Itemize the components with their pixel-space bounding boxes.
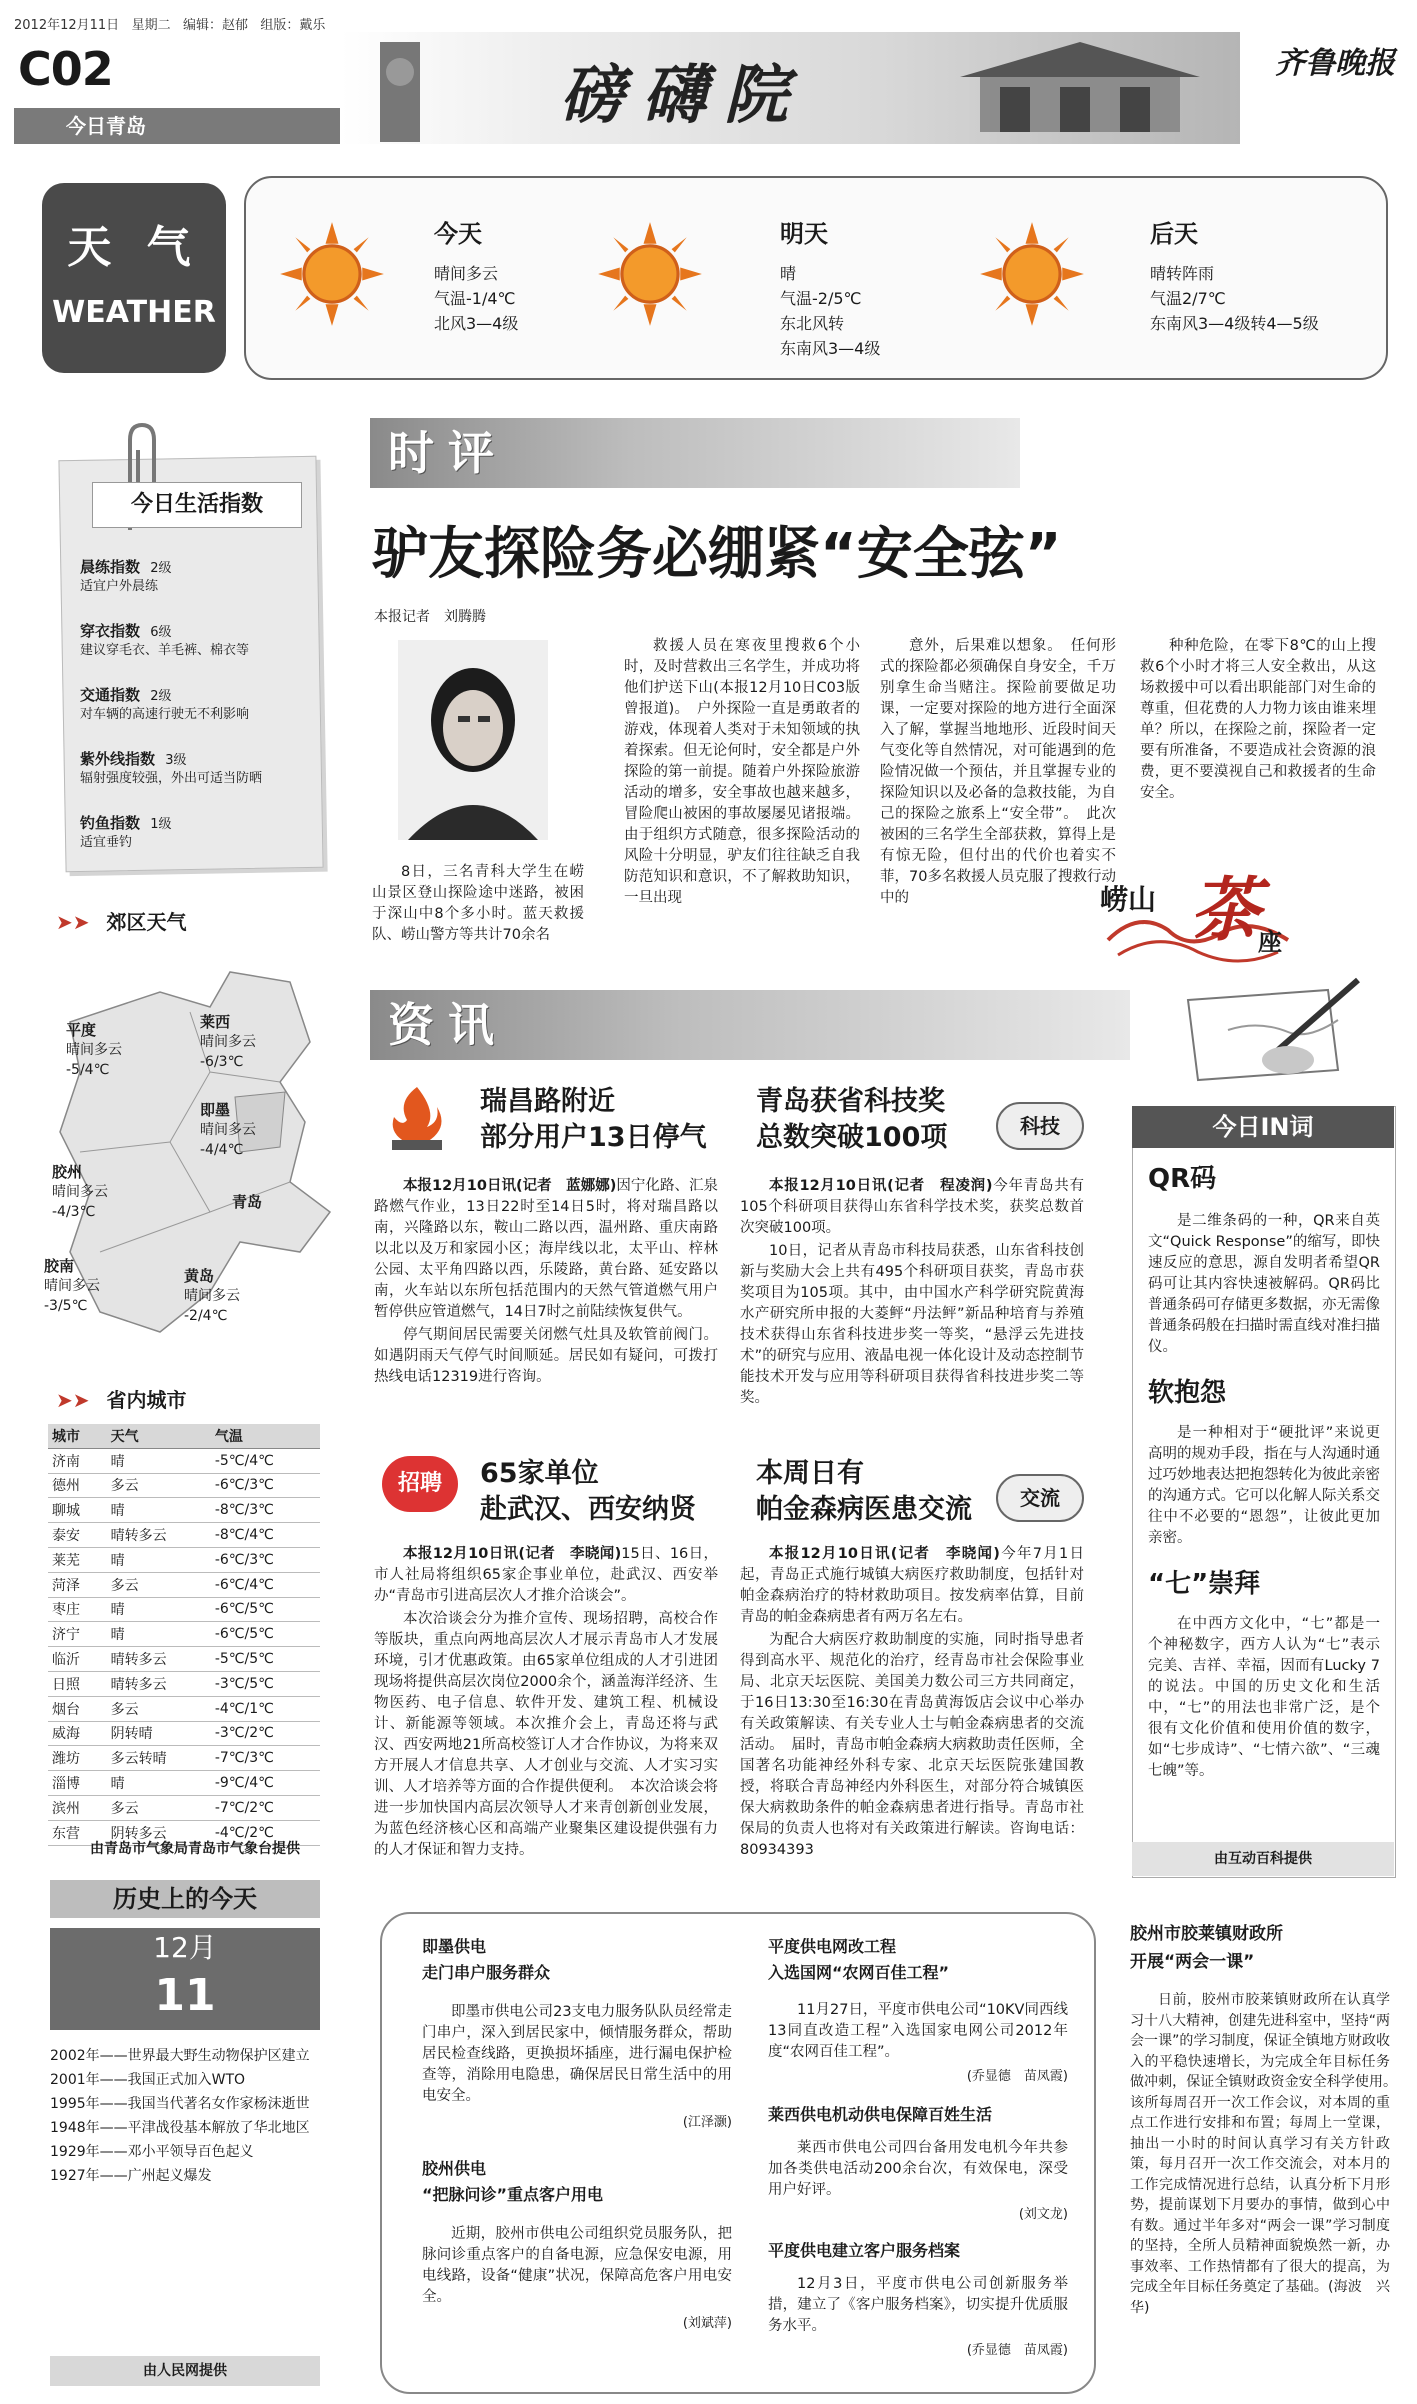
history-date-box xyxy=(50,1928,320,2030)
power-item-author: (乔显德 苗凤霞) xyxy=(966,2069,1068,2084)
page-number: C02 xyxy=(18,42,113,96)
table-cell: 淄博 xyxy=(48,1771,107,1796)
map-label-jiaozhou xyxy=(52,1162,108,1222)
area-name: 平度 xyxy=(66,1021,97,1039)
history-event: 1948年——平津战役基本解放了华北地区 xyxy=(50,2120,310,2136)
table-row xyxy=(48,1647,320,1672)
history-event: 1927年——广州起义爆发 xyxy=(50,2168,212,2184)
tomorrow-title: 明天 xyxy=(780,220,828,248)
table-row xyxy=(48,1498,320,1523)
commentary-col3 xyxy=(880,636,1116,911)
life-item-name: 穿衣指数 xyxy=(80,622,141,640)
news2-title-line2: 总数突破100项 xyxy=(756,1122,948,1153)
commentary-paragraph: 救援人员在寒夜里搜救6个小时，及时营救出三名学生，并成功将他们护送下山(本报12月10日C03版曾报道)。 户外探险一直是勇敢者的游戏，体现着人类对于未知领域的执着探索。但无论何时，安全都是户外探险的第一前提。随着户外探险旅游活动的增多，安全事故也越来越多，冒险爬山被困的事故屡屡见诸报端。由于组织方式随意，很多探险活动的风险十分明显，驴友们往往缺乏自我防范知识和意识，不了解救助知识，一旦出现 xyxy=(624,638,860,906)
news2-lead: 本报12月10日讯(记者 程凌润) xyxy=(769,1178,993,1194)
news1-title-line2: 部分用户13日停气 xyxy=(480,1122,707,1153)
history-title: 历史上的今天 xyxy=(50,1880,320,1918)
history-event: 2002年——世界最大野生动物保护区建立 xyxy=(50,2048,310,2064)
life-item-name: 交通指数 xyxy=(80,686,141,704)
table-cell: 多云 xyxy=(107,1572,211,1597)
tag-keji: 科技 xyxy=(996,1102,1084,1150)
power-item-body: 近期，胶州市供电公司组织党员服务队，把脉问诊重点客户的自备电源，应急保安电源，用电线路，设备“健康”状况，保障高危客户用电安全。 xyxy=(422,2226,732,2305)
area-cond: 晴间多云 xyxy=(200,1122,256,1138)
brief-title1: 胶州市胶莱镇财政所 xyxy=(1130,1924,1283,1944)
weather-day-aftertomorrow xyxy=(978,220,1086,332)
power-item-body: 11月27日，平度市供电公司“10KV同西线13同直改造工程”入选国家电网公司2012年度“农网百佳工程”。 xyxy=(768,2002,1068,2060)
life-item-desc: 对车辆的高速行驶无不利影响 xyxy=(80,707,250,722)
province-source: 由青岛市气象局青岛市气象台提供 xyxy=(90,1841,300,1857)
commentary-paragraph: 8日，三名青科大学生在崂山景区登山探险途中迷路，被困于深山中8个多小时。蓝天救援队、崂山警方等共计70余名 xyxy=(372,864,584,943)
table-cell: 晴 xyxy=(107,1498,211,1523)
history-source: 由人民网提供 xyxy=(50,2356,320,2386)
term-name: 软抱怨 xyxy=(1148,1378,1227,1408)
table-cell: 阴转晴 xyxy=(107,1721,211,1746)
news4-title-line1: 本周日有 xyxy=(756,1458,864,1489)
table-cell: 晴 xyxy=(107,1597,211,1622)
news1-title-line1: 瑞昌路附近 xyxy=(480,1086,615,1117)
map-label-huangdao xyxy=(184,1266,240,1326)
table-cell: 济南 xyxy=(48,1448,107,1473)
table-row xyxy=(48,1795,320,1820)
weather-day-aftertomorrow-text xyxy=(1150,214,1319,336)
news1-lead: 本报12月10日讯(记者 蓝娜娜) xyxy=(403,1178,617,1194)
news4-title-line2: 帕金森病医患交流 xyxy=(756,1494,972,1525)
life-item-desc: 适宜户外晨练 xyxy=(80,579,159,594)
table-cell: -7℃/2℃ xyxy=(211,1795,320,1820)
after-title: 后天 xyxy=(1150,220,1198,248)
news2-title-line1: 青岛获省科技奖 xyxy=(756,1086,945,1117)
section-bar xyxy=(14,108,344,144)
terms-list xyxy=(1148,1158,1380,1784)
table-cell: -6℃/5℃ xyxy=(211,1597,320,1622)
after-temp: 气温2/7℃ xyxy=(1150,289,1226,308)
header-weekday: 星期二 xyxy=(131,18,171,33)
weather-day-tomorrow-text xyxy=(780,214,880,361)
after-cond: 晴转阵雨 xyxy=(1150,264,1215,283)
map-label-jiaonan xyxy=(44,1256,100,1316)
header-layout: 组版：戴乐 xyxy=(260,18,326,33)
power-item-title: 胶州供电 xyxy=(422,2159,487,2178)
area-temp: -4/4℃ xyxy=(200,1142,244,1158)
map-label-laixi xyxy=(200,1012,256,1072)
commentary-banner xyxy=(370,418,1020,488)
table-cell: 晴转多云 xyxy=(107,1647,211,1672)
news3-title xyxy=(480,1456,696,1528)
brief-title2: 开展“两会一课” xyxy=(1130,1952,1255,1972)
table-cell: -6℃/3℃ xyxy=(211,1473,320,1498)
table-cell: 东营 xyxy=(48,1820,107,1845)
news3-text2: 本次洽谈会分为推介宣传、现场招聘，高校合作等版块，重点向两地高层次人才展示青岛市人才发展环境，引才优惠政策。由65家单位组成的人才引进团现场将提供高层次岗位2000余个，涵盖海洋经济、生物医药、电子信息、软件开发、建筑工程、机械设计、新能源等领域。本次推介会上，青岛还将与武汉、西安两地21所高校签订人才合作协议，为将来双方开展人才信息共享、人才创业与交流、人才实习实训、人才培养等方面的合作提供便利。 本次洽谈会将进一步加快国内高层次领导人才来青创新创业发展，为蓝色经济核心区和高端产业聚集区建设提供强有力的人才保证和智力支持。 xyxy=(374,1611,718,1858)
commentary-banner-text: 时评 xyxy=(388,426,508,480)
area-cond: 晴间多云 xyxy=(200,1034,256,1050)
weather-label-en: WEATHER xyxy=(52,295,216,330)
table-cell: 晴转多云 xyxy=(107,1671,211,1696)
power-item-author: (乔显德 苗凤霞) xyxy=(966,2343,1068,2358)
life-item xyxy=(80,556,310,620)
weather-label-box xyxy=(42,183,226,373)
area-temp: -2/4℃ xyxy=(184,1308,228,1324)
area-temp: -5/4℃ xyxy=(66,1062,110,1078)
area-temp: -3/5℃ xyxy=(44,1298,88,1314)
news2-title xyxy=(756,1084,947,1156)
pen-hand-illustration xyxy=(1168,960,1368,1100)
table-header-row xyxy=(48,1424,320,1448)
table-header-cell: 气温 xyxy=(211,1424,320,1448)
power-item-subtitle: 入选国网“农网百佳工程” xyxy=(768,1963,950,1982)
gas-flame-icon xyxy=(382,1082,452,1152)
brief-author: (海波 兴华) xyxy=(1130,2279,1390,2316)
life-item-level: 1级 xyxy=(150,817,172,832)
life-item-name: 钓鱼指数 xyxy=(80,814,141,832)
news4-lead: 本报12月10日讯(记者 李晓闻) xyxy=(769,1546,1000,1562)
commentary-col4 xyxy=(1140,636,1376,806)
tag-jiaoliu: 交流 xyxy=(996,1474,1084,1522)
header-editor: 编辑：赵郁 xyxy=(183,18,249,33)
suburb-heading xyxy=(56,906,186,935)
life-item-level: 2级 xyxy=(150,689,172,704)
commentary-paragraph: 意外，后果难以想象。 任何形式的探险都必须确保自身安全，千万别拿生命当赌注。探险前要做足功课，一定要对探险的地方进行全面深入了解，掌握当地地形、近段时间天气变化等自然情况，对可能遇到的危险情况做一个预估，并且掌握专业的探险知识以及必备的急救技能，为自己的探险之旅系上“安全带”。 此次被困的三名学生全部获救，算得上是有惊无险，但付出的代价也着实不菲，70多名救援人员克服了搜救行动中的 xyxy=(880,638,1116,906)
power-right-col xyxy=(768,1934,1068,2358)
table-cell: -3℃/2℃ xyxy=(211,1721,320,1746)
table-cell: 潍坊 xyxy=(48,1746,107,1771)
table-cell: -5℃/4℃ xyxy=(211,1448,320,1473)
table-cell: 阴转多云 xyxy=(107,1820,211,1845)
news1-text: 因宁化路、汇泉路燃气作业，13日22时至14日5时，将对瑞昌路以南，兴隆路以东，鞍山二路以西，温州路、重庆南路以北以及万和家园小区；海岸线以北，太平山、梓林公园、太平角四路以西，乐陵路，黄台路、延安路以南，火车站以东所包括范围内的天然气管道燃气用户暂停供应管道燃气，14日7时之前陆续恢复供气。 xyxy=(374,1178,719,1320)
table-cell: -6℃/5℃ xyxy=(211,1622,320,1647)
power-item-body: 即墨市供电公司23支电力服务队队员经常走门串户，深入到居民家中，倾情服务群众，帮助居民检查线路，更换损坏插座，进行漏电保护检查等，消除用电隐患，确保居民日常生活中的用电安全。 xyxy=(422,2004,732,2104)
news-banner xyxy=(370,990,1130,1060)
table-cell: 多云 xyxy=(107,1795,211,1820)
news4-text: 今年7月1日起，青岛正式施行城镇大病医疗救助制度，包括针对帕金森病治疗的特材救助项目。按发病率估算，目前青岛的帕金森病患者有两万名左右。 xyxy=(740,1546,1085,1625)
area-cond: 晴间多云 xyxy=(44,1278,100,1294)
map-label-jimo xyxy=(200,1100,256,1160)
power-left-col xyxy=(422,1934,732,2331)
masthead-image xyxy=(340,32,1240,144)
portrait-image xyxy=(398,640,548,840)
news3-lead: 本报12月10日讯(记者 李晓闻) xyxy=(403,1546,622,1562)
table-cell: -3℃/5℃ xyxy=(211,1671,320,1696)
commentary-col1 xyxy=(372,862,584,948)
commentary-byline: 本报记者 刘腾腾 xyxy=(374,609,486,625)
weather-day-tomorrow xyxy=(596,220,704,332)
news1-body xyxy=(374,1176,718,1390)
section-name: 今日青岛 xyxy=(66,114,146,138)
table-row xyxy=(48,1721,320,1746)
today-wind: 北风3—4级 xyxy=(434,314,519,333)
power-item-body: 莱西市供电公司四台备用发电机今年共参加各类供电活动200余台次，有效保电，深受用户好评。 xyxy=(768,2140,1068,2198)
table-cell: 晴 xyxy=(107,1547,211,1572)
news1-text2: 停气期间居民需要关闭燃气灶具及软管前阀门。如遇阴雨天气停气时间顺延。居民如有疑问，可拨打热线电话12319进行咨询。 xyxy=(374,1327,718,1385)
tag-zhaopin: 招聘 xyxy=(382,1456,458,1512)
table-cell: -4℃/2℃ xyxy=(211,1820,320,1845)
area-cond: 晴间多云 xyxy=(52,1184,108,1200)
power-item-body: 12月3日，平度市供电公司创新服务举措，建立了《客户服务档案》，切实提升优质服务水平。 xyxy=(768,2276,1068,2334)
power-item-subtitle: “把脉问诊”重点客户用电 xyxy=(422,2185,604,2204)
term-name: QR码 xyxy=(1148,1164,1217,1194)
news2-text2: 10日，记者从青岛市科技局获悉，山东省科技创新与奖励大会上共有495个科研项目获奖，青岛市获奖项目为105项。其中，由中国水产科学研究院黄海水产研究所申报的大菱鲆“丹法鲆”新品种培育与养殖技术获得山东省科技进步奖一等奖，“悬浮云先进技术”的研究与应用、液晶电视一体化设计及动态控制节能技术开发与应用等科研项目获得省科技进步奖二等奖。 xyxy=(740,1243,1084,1406)
power-item-author: (江泽灏) xyxy=(682,2115,732,2130)
power-item-title: 平度供电网改工程 xyxy=(768,1937,897,1956)
after-wind: 东南风3—4级转4—5级 xyxy=(1150,314,1319,333)
table-row xyxy=(48,1572,320,1597)
table-cell: 多云 xyxy=(107,1473,211,1498)
area-cond: 晴间多云 xyxy=(66,1042,122,1058)
table-row xyxy=(48,1597,320,1622)
table-row xyxy=(48,1622,320,1647)
news3-body xyxy=(374,1544,718,1863)
area-name: 即墨 xyxy=(200,1101,231,1119)
brief-body: 日前，胶州市胶莱镇财政所在认真学习十八大精神，创建先进科室中，坚持“两会一课”的学习制度，保证全镇地方财政收入的平稳快速增长，为完成全年目标任务做冲刺，保证全镇财政资金安全科学使用。 该所每周召开一次工作会议，对本周的重点工作进行安排和布置；每周上一堂课，抽出一小时的时间认真学习有关方针政策，每月召开一次工作交流会，对本月的工作完成情况进行总结，认真分析下月形势，提前谋划下月要办的事情，做到心中有数。通过半年多对“两会一课”学习制度的坚持，全所人员精神面貌焕然一新，办事效率、工作热情都有了很大的提高，为完成全年目标任务奠定了基础。 xyxy=(1130,1992,1404,2295)
terms-source: 由互动百科提供 xyxy=(1132,1842,1394,1876)
province-title: 省内城市 xyxy=(106,1388,187,1412)
term-desc: 是一种相对于“硬批评”来说更高明的规劝手段，指在与人沟通时通过巧妙地表达把抱怨转化为彼此亲密的沟通方式。它可以化解人际关系交往中不必要的“恩怨”，让彼此更加亲密。 xyxy=(1148,1425,1380,1546)
area-name: 胶南 xyxy=(44,1257,75,1275)
commentary-col2 xyxy=(624,636,860,911)
life-item-level: 6级 xyxy=(150,625,172,640)
map-label-pingdu xyxy=(66,1020,122,1080)
header-meta xyxy=(14,14,325,33)
table-cell: 晴 xyxy=(107,1771,211,1796)
table-cell: -6℃/3℃ xyxy=(211,1547,320,1572)
area-cond: 晴间多云 xyxy=(184,1288,240,1304)
life-index-list xyxy=(80,556,310,876)
table-cell: 烟台 xyxy=(48,1696,107,1721)
news3-text: 15日、16日，市人社局将组织65家企事业单位，赴武汉、西安举办“青岛市引进高层次人才推介洽谈会”。 xyxy=(374,1546,719,1604)
area-name: 胶州 xyxy=(52,1163,83,1181)
today-temp: 气温-1/4℃ xyxy=(434,289,516,308)
seal-text: 崂山 xyxy=(1100,883,1157,916)
sun-icon xyxy=(596,220,704,328)
history-month: 12月 xyxy=(153,1931,217,1964)
table-cell: 多云转晴 xyxy=(107,1746,211,1771)
table-cell: 莱芜 xyxy=(48,1547,107,1572)
table-row xyxy=(48,1547,320,1572)
sun-icon xyxy=(978,220,1086,328)
commentary-headline: 驴友探险务必绷紧“安全弦” xyxy=(372,522,1062,587)
history-events xyxy=(50,2044,330,2188)
province-table-wrap xyxy=(48,1424,320,1846)
table-row xyxy=(48,1473,320,1498)
arrow-icon: ➤➤ xyxy=(56,910,90,934)
power-item-author: (刘文龙) xyxy=(1018,2207,1068,2222)
table-cell: 聊城 xyxy=(48,1498,107,1523)
power-item-author: (刘斌萍) xyxy=(682,2316,732,2331)
commentary-paragraph: 种种危险，在零下8℃的山上搜救6个小时才将三人安全救出，从这场救援中可以看出职能部门对生命的尊重，但花费的人力物力该由谁来埋单？所以，在探险之前，探险者一定要有所准备，不要造成社会资源的浪费，更不要漠视自己和救援者的生命安全。 xyxy=(1140,638,1376,801)
life-item-level: 2级 xyxy=(150,561,172,576)
weather-day-today-text xyxy=(434,214,518,336)
table-cell: -7℃/3℃ xyxy=(211,1746,320,1771)
history-event: 2001年——我国正式加入WTO xyxy=(50,2072,246,2088)
table-cell: -5℃/5℃ xyxy=(211,1647,320,1672)
power-item-title: 莱西供电机动供电保障百姓生活 xyxy=(768,2105,993,2124)
today-cond: 晴间多云 xyxy=(434,264,499,283)
weather-label-cn: 天 气 xyxy=(67,222,201,273)
table-cell: 枣庄 xyxy=(48,1597,107,1622)
paper-logo: 齐鲁晚报 xyxy=(1275,46,1395,81)
area-name: 莱西 xyxy=(200,1013,231,1031)
life-item xyxy=(80,748,310,812)
history-event: 1929年——邓小平领导百色起义 xyxy=(50,2144,254,2160)
life-item xyxy=(80,620,310,684)
table-row xyxy=(48,1696,320,1721)
brief-article xyxy=(1130,1920,1404,2320)
table-cell: -8℃/3℃ xyxy=(211,1498,320,1523)
life-item-name: 紫外线指数 xyxy=(80,750,156,768)
power-item-title: 平度供电建立客户服务档案 xyxy=(768,2241,961,2260)
table-row xyxy=(48,1746,320,1771)
news4-title xyxy=(756,1456,972,1528)
arrow-icon: ➤➤ xyxy=(56,1388,90,1412)
table-cell: 多云 xyxy=(107,1696,211,1721)
table-cell: 晴 xyxy=(107,1622,211,1647)
table-cell: 滨州 xyxy=(48,1795,107,1820)
table-row xyxy=(48,1671,320,1696)
news2-text: 今年青岛共有105个科研项目获得山东省科学技术奖，获奖总数首次突破100项。 xyxy=(740,1178,1085,1236)
term-name: “七”崇拜 xyxy=(1148,1569,1261,1599)
news3-title-line1: 65家单位 xyxy=(480,1458,599,1489)
news2-body xyxy=(740,1176,1084,1411)
life-item-desc: 建议穿毛衣、羊毛裤、棉衣等 xyxy=(80,643,250,658)
today-title: 今天 xyxy=(434,220,482,248)
history-day: 11 xyxy=(154,1970,216,2021)
news1-title xyxy=(480,1084,707,1156)
term-desc: 是二维条码的一种，QR来自英文“Quick Response”的缩写，即快速反应的意思，源自发明者希望QR码可让其内容快速被解码。QR码比普通条码可存储更多数据，亦无需像普通条码般在扫描时需直线对准扫描仪。 xyxy=(1148,1213,1380,1355)
table-cell: -6℃/4℃ xyxy=(211,1572,320,1597)
table-cell: 晴 xyxy=(107,1448,211,1473)
table-cell: 德州 xyxy=(48,1473,107,1498)
terms-title: 今日IN词 xyxy=(1132,1106,1394,1148)
life-index-title: 今日生活指数 xyxy=(92,482,302,528)
term-desc: 在中西方文化中，“七”都是一个神秘数字，西方人认为“七”表示完美、吉祥、幸福，因而有Lucky 7的说法。中国的历史文化和生活中，“七”的用法也非常广泛，是个很有文化价值和使用价值的数字，如“七步成诗”、“七情六欲”、“三魂七魄”等。 xyxy=(1148,1616,1380,1779)
table-cell: -4℃/1℃ xyxy=(211,1696,320,1721)
tomorrow-wind1: 东北风转 xyxy=(780,314,845,333)
tomorrow-cond: 晴 xyxy=(780,264,797,283)
laoshan-seal xyxy=(1098,860,1298,970)
life-item xyxy=(80,812,310,876)
news-banner-text: 资讯 xyxy=(388,998,508,1052)
area-name: 黄岛 xyxy=(184,1267,215,1285)
table-header-cell: 城市 xyxy=(48,1424,107,1448)
table-cell: 菏泽 xyxy=(48,1572,107,1597)
history-event: 1995年——我国当代著名女作家杨沫逝世 xyxy=(50,2096,310,2112)
table-cell: -8℃/4℃ xyxy=(211,1523,320,1548)
area-name: 青岛 xyxy=(232,1193,263,1211)
life-item xyxy=(80,684,310,748)
header-date: 2012年12月11日 xyxy=(14,18,120,33)
life-item-name: 晨练指数 xyxy=(80,558,141,576)
weather-day-today xyxy=(278,220,386,332)
seal-small-char: 座 xyxy=(1258,928,1282,956)
life-item-desc: 适宜垂钓 xyxy=(80,835,133,850)
news3-title-line2: 赴武汉、西安纳贤 xyxy=(480,1494,696,1525)
table-cell: 晴转多云 xyxy=(107,1523,211,1548)
table-cell: 威海 xyxy=(48,1721,107,1746)
area-temp: -6/3℃ xyxy=(200,1054,244,1070)
table-cell: 泰安 xyxy=(48,1523,107,1548)
table-row xyxy=(48,1448,320,1473)
life-item-level: 3级 xyxy=(165,753,187,768)
news4-text2: 为配合大病医疗救助制度的实施，同时指导患者得到高水平、规范化的治疗，经青岛市社会保险事业局、北京天坛医院、美国美力数公司三方共同商定，于16日13:30至16:30在青岛黄海饭店会议中心举办有关政策解读、有关专业人士与帕金森病患者的交流活动。 届时，青岛市帕金森病大病救助责任医师，全国著名功能神经外科专家、北京天坛医院张建国教授，将联合青岛神经内外科医生，对部分符合城镇医保大病救助条件的帕金森病患者进行指导。青岛市社保局的负责人也将对有关政策进行解读。咨询电话：80934393 xyxy=(740,1632,1084,1858)
area-temp: -4/3℃ xyxy=(52,1204,96,1220)
tomorrow-wind2: 东南风3—4级 xyxy=(780,339,881,358)
power-item-subtitle: 走门串户服务群众 xyxy=(422,1963,551,1982)
column-title: 磅礴院 xyxy=(560,58,806,133)
province-heading xyxy=(56,1384,186,1413)
tomorrow-temp: 气温-2/5℃ xyxy=(780,289,862,308)
news4-body xyxy=(740,1544,1084,1863)
author-photo xyxy=(398,640,548,840)
table-row xyxy=(48,1523,320,1548)
table-header-cell: 天气 xyxy=(107,1424,211,1448)
table-cell: -9℃/4℃ xyxy=(211,1771,320,1796)
province-table xyxy=(48,1424,320,1846)
life-item-desc: 辐射强度较强，外出可适当防晒 xyxy=(80,771,263,786)
table-cell: 临沂 xyxy=(48,1647,107,1672)
table-row xyxy=(48,1771,320,1796)
power-item-title: 即墨供电 xyxy=(422,1937,487,1956)
suburb-title: 郊区天气 xyxy=(106,910,187,934)
table-cell: 日照 xyxy=(48,1671,107,1696)
seal-big-char: 茶 xyxy=(1190,868,1260,951)
map-label-qingdao xyxy=(232,1192,262,1212)
sun-icon xyxy=(278,220,386,328)
table-cell: 济宁 xyxy=(48,1622,107,1647)
